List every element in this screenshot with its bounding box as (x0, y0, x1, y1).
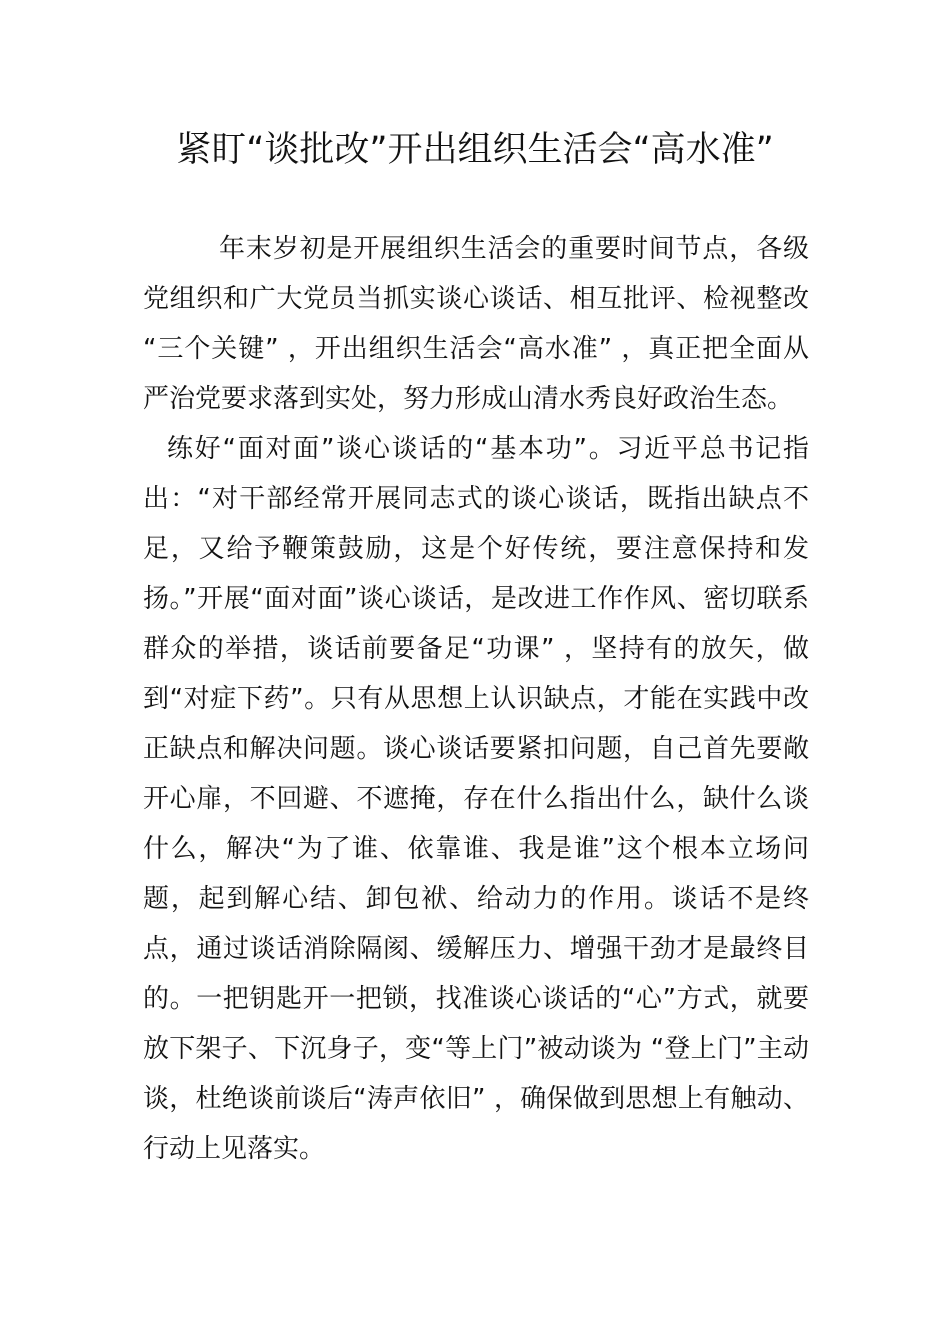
paragraph-talk: 练好“面对面”谈心谈话的“基本功”。习近平总书记指出：“对干部经常开展同志式的谈心谈话，既指出缺点不足，又给予鞭策鼓励，这是个好传统，要注意保持和发扬。”开展“面对面”谈心谈话，是改进工作作风、密切联系群众的举措，谈话前要备足“功课” ，坚持有的放矢，做到“对症下药”。只有从思想上认识缺点，才能在实践中改正缺点和解决问题。谈心谈话要紧扣问题，自己首先要敞开心扉，不回避、不遮掩，存在什么指出什么，缺什么谈什么，解决“为了谁、依靠谁、我是谁”这个根本立场问题，起到解心结、卸包袱、给动力的作用。谈话不是终点，通过谈话消除隔阂、缓解压力、增强干劲才是最终目的。一把钥匙开一把锁，找准谈心谈话的“心”方式，就要放下架子、下沉身子，变“等上门”被动谈为 “登上门”主动谈，杜绝谈前谈后“涛声依旧” ，确保做到思想上有触动、行动上见落实。 (143, 434, 809, 1164)
paragraph-intro: 年末岁初是开展组织生活会的重要时间节点，各级党组织和广大党员当抓实谈心谈话、相互批评、检视整改 “三个关键” ，开出组织生活会“高水准” ，真正把全面从严治党要求落到实处，努力形成山清水秀良好政治生态。 (143, 234, 809, 414)
document-body (143, 224, 809, 1174)
document-title: 紧盯“谈批改”开出组织生活会“高水准” (176, 130, 774, 170)
